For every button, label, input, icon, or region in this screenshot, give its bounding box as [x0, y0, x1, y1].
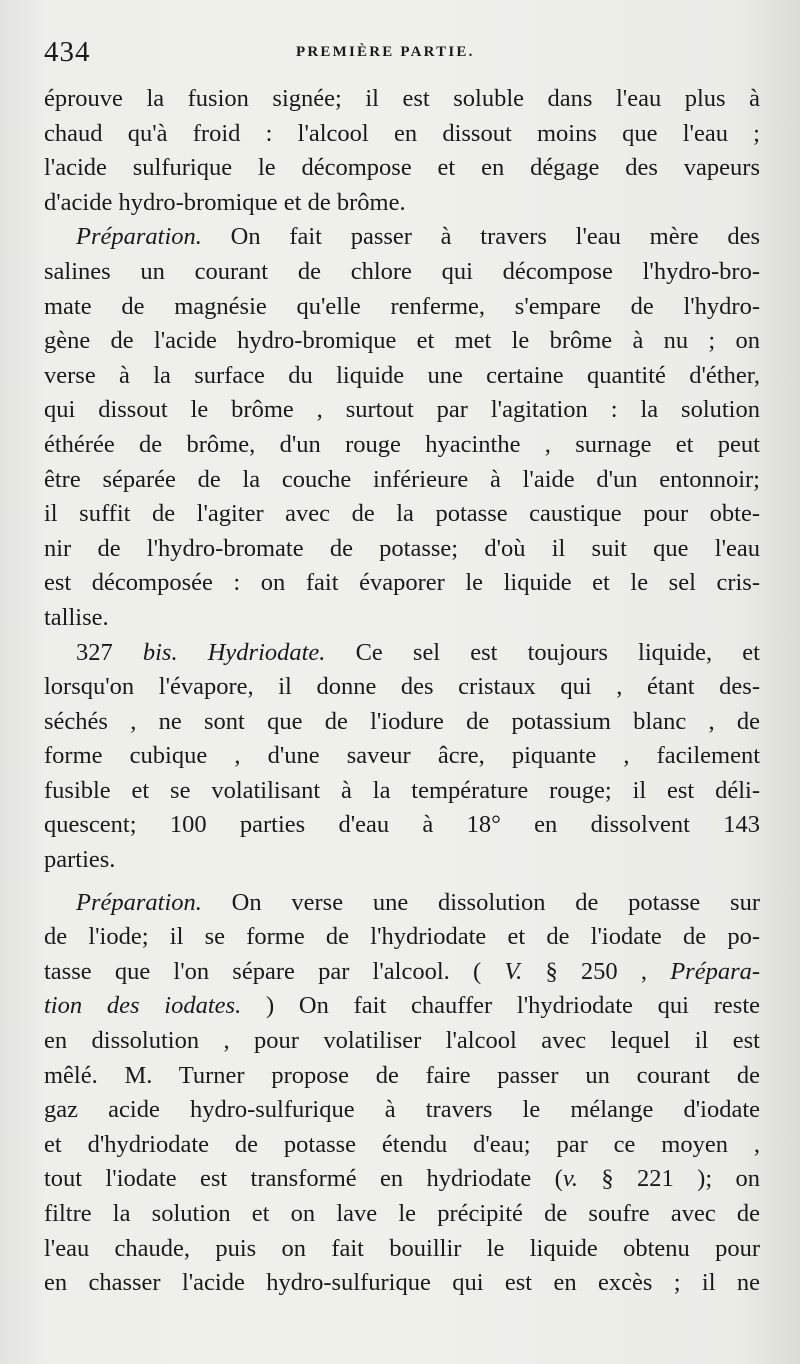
text-line: de l'iode; il se forme de l'hydriodate et de l'iodate de po-	[44, 923, 760, 951]
paragraph-3	[44, 636, 760, 878]
text-line: lorsqu'on l'évapore, il donne des cristaux qui , étant des-	[44, 673, 760, 701]
text-line: l'eau chaude, puis on fait bouillir le liquide obtenu pour	[44, 1234, 760, 1262]
text-span: tout l'iodate est transformé en hydriodate (	[44, 1165, 563, 1193]
text-span: tion des iodates.	[44, 992, 242, 1020]
paragraph-gap	[44, 878, 760, 886]
text-line: être séparée de la couche inférieure à l'aide d'un entonnoir;	[44, 465, 760, 493]
text-line: tallise.	[44, 603, 109, 631]
cross-reference-abbrev: V.	[504, 957, 523, 985]
text-line	[44, 1162, 760, 1197]
text-line	[44, 886, 760, 921]
text-line	[44, 636, 760, 671]
text-line	[44, 989, 760, 1024]
cross-reference-abbrev: v.	[562, 1165, 579, 1193]
text-line: parties.	[44, 846, 116, 874]
text-span: § 250 ,	[545, 957, 647, 985]
running-head: PREMIÈRE PARTIE.	[296, 44, 475, 60]
text-line: verse à la surface du liquide une certaine quantité d'éther,	[44, 361, 760, 389]
paragraph-lead: Préparation.	[76, 223, 202, 251]
text-span: Ce sel est toujours liquide, et	[355, 638, 760, 666]
text-line: fusible et se volatilisant à la température rouge; il est déli-	[44, 776, 760, 804]
text-line: mate de magnésie qu'elle renferme, s'empare de l'hydro-	[44, 292, 760, 320]
text-line: l'acide sulfurique le décompose et en dégage des vapeurs	[44, 154, 760, 182]
text-line: en dissolution , pour volatiliser l'alcool avec lequel il est	[44, 1027, 760, 1055]
text-line: forme cubique , d'une saveur âcre, piquante , facilement	[44, 742, 760, 770]
text-span: On verse une dissolution de potasse sur	[231, 888, 760, 916]
text-line: éthérée de brôme, d'un rouge hyacinthe , surnage et peut	[44, 430, 760, 458]
paragraph-2	[44, 220, 760, 635]
text-line: mêlé. M. Turner propose de faire passer un courant de	[44, 1061, 760, 1089]
body-text	[44, 82, 760, 1301]
paragraph-4	[44, 886, 760, 1301]
text-line: quescent; 100 parties d'eau à 18° en dissolvent 143	[44, 811, 760, 839]
text-line: gène de l'acide hydro-bromique et met le brôme à nu ; on	[44, 327, 760, 355]
text-line: filtre la solution et on lave le précipité de soufre avec de	[44, 1200, 760, 1227]
text-line: en chasser l'acide hydro-sulfurique qui est en excès ; il ne	[44, 1269, 760, 1297]
page-header	[44, 34, 760, 74]
text-line: séchés , ne sont que de l'iodure de potassium blanc , de	[44, 707, 760, 735]
text-line: salines un courant de chlore qui décompose l'hydro-bro-	[44, 257, 760, 285]
text-span: tasse que l'on sépare par l'alcool. (	[44, 957, 482, 985]
text-span: § 221 ); on	[601, 1165, 760, 1193]
text-line: gaz acide hydro-sulfurique à travers le mélange d'iodate	[44, 1096, 760, 1124]
text-line	[44, 955, 760, 990]
text-span: ) On fait chauffer l'hydriodate qui reste	[265, 992, 761, 1020]
text-span: Prépara-	[670, 957, 761, 985]
section-title: bis. Hydriodate.	[142, 638, 326, 666]
text-span: On fait passer à travers l'eau mère des	[230, 223, 761, 251]
paragraph-1	[44, 82, 760, 220]
page-number: 434	[44, 36, 91, 68]
text-line: et d'hydriodate de potasse étendu d'eau; par ce moyen ,	[44, 1130, 760, 1158]
text-line: éprouve la fusion signée; il est soluble dans l'eau plus à	[44, 85, 760, 112]
text-line: est décomposée : on fait évaporer le liquide et le sel cris-	[44, 569, 760, 597]
text-line: qui dissout le brôme , surtout par l'agitation : la solution	[44, 396, 760, 424]
text-line	[44, 220, 760, 255]
text-line: nir de l'hydro-bromate de potasse; d'où il suit que l'eau	[44, 534, 760, 562]
paragraph-lead: Préparation.	[76, 888, 202, 916]
text-line: il suffit de l'agiter avec de la potasse caustique pour obte-	[44, 500, 760, 528]
text-line: d'acide hydro-bromique et de brôme.	[44, 188, 406, 216]
text-line: chaud qu'à froid : l'alcool en dissout moins que l'eau ;	[44, 119, 760, 147]
section-number: 327	[76, 638, 113, 666]
